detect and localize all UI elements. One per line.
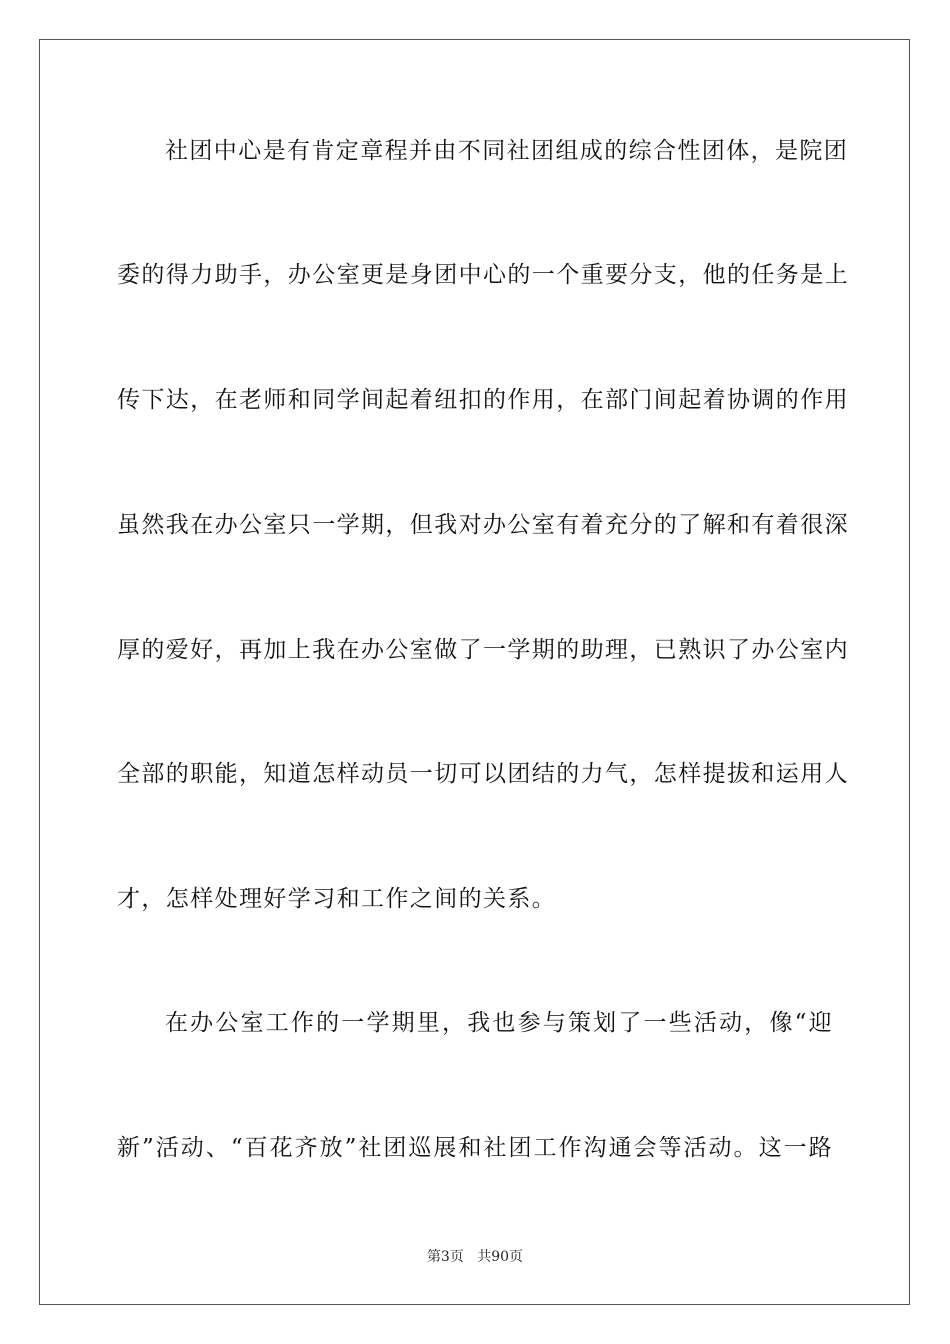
paragraph-1-line-5: 厚的爱好，再加上我在办公室做了一学期的助理，已熟识了办公室内 — [117, 637, 849, 663]
paragraph-1-line-2: 委的得力助手，办公室更是身团中心的一个重要分支，他的任务是上 — [117, 262, 849, 288]
page-number: 第3页 — [426, 1249, 464, 1265]
paragraph-1-line-1: 社团中心是有肯定章程并由不同社团组成的综合性团体，是院团 — [165, 138, 849, 164]
paragraph-1-line-6: 全部的职能，知道怎样动员一切可以团结的力气，怎样提拔和运用人 — [117, 761, 849, 787]
paragraph-1-line-3: 传下达，在老师和同学间起着纽扣的作用，在部门间起着协调的作用 — [117, 387, 849, 413]
page-frame — [39, 39, 910, 1305]
paragraph-1-line-7: 才，怎样处理好学习和工作之间的关系。 — [117, 886, 557, 912]
page-total: 共90页 — [477, 1249, 524, 1265]
page-footer — [0, 1248, 950, 1266]
paragraph-2-line-2: 新”活动、“百花齐放”社团巡展和社团工作沟通会等活动。这一路 — [117, 1135, 833, 1161]
paragraph-2-line-1: 在办公室工作的一学期里，我也参与策划了一些活动，像“迎 — [165, 1010, 833, 1036]
paragraph-1-line-4: 虽然我在办公室只一学期，但我对办公室有着充分的了解和有着很深 — [117, 512, 849, 538]
